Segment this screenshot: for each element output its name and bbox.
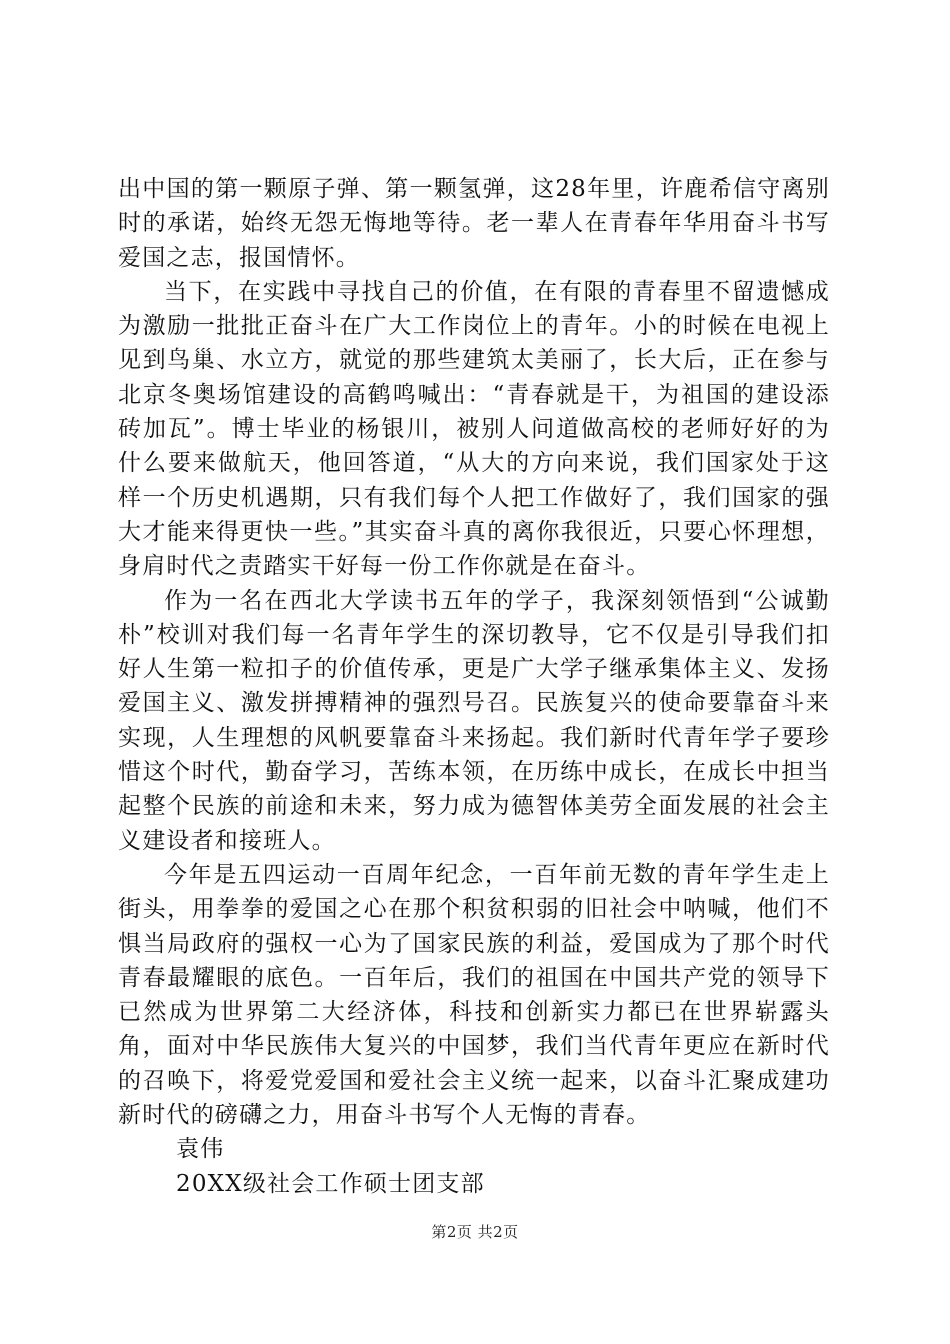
- page-number-footer: 第2页 共2页: [431, 1223, 519, 1241]
- document-body: [118, 172, 830, 1201]
- paragraph-1: 出中国的第一颗原子弹、第一颗氢弹，这28年里，许鹿希信守离别时的承诺，始终无怨无悔地等待。老一辈人在青春年华用奋斗书写爱国之志，报国情怀。: [118, 176, 830, 271]
- signature-org: 20XX级社会工作硕士团支部: [176, 1170, 485, 1197]
- paragraph-2: 当下，在实践中寻找自己的价值，在有限的青春里不留遗憾成为激励一批批正奋斗在广大工作岗位上的青年。小的时候在电视上见到鸟巢、水立方，就觉的那些建筑太美丽了，长大后，正在参与北京冬奥场馆建设的高鹤鸣喊出：“青春就是干，为祖国的建设添砖加瓦”。博士毕业的杨银川，被别人问道做高校的老师好好的为什么要来做航天，他回答道，“从大的方向来说，我们国家处于这样一个历史机遇期，只有我们每个人把工作做好了，我们国家的强大才能来得更快一些。”其实奋斗真的离你我很近，只要心怀理想，身肩时代之责踏实干好每一份工作你就是在奋斗。: [118, 278, 830, 580]
- paragraph-3: 作为一名在西北大学读书五年的学子，我深刻领悟到“公诚勤朴”校训对我们每一名青年学生的深切教导，它不仅是引导我们扣好人生第一粒扣子的价值传承，更是广大学子继承集体主义、发扬爱国主义、激发拼搏精神的强烈号召。民族复兴的使命要靠奋斗来实现，人生理想的风帆要靠奋斗来扬起。我们新时代青年学子要珍惜这个时代，勤奋学习，苦练本领，在历练中成长，在成长中担当起整个民族的前途和未来，努力成为德智体美劳全面发展的社会主义建设者和接班人。: [118, 587, 830, 854]
- signature-name: 袁伟: [176, 1136, 225, 1163]
- paragraph-4: 今年是五四运动一百周年纪念，一百年前无数的青年学生走上街头，用拳拳的爱国之心在那个积贫积弱的旧社会中呐喊，他们不惧当局政府的强权一心为了国家民族的利益，爱国成为了那个时代青春最耀眼的底色。一百年后，我们的祖国在中国共产党的领导下已然成为世界第二大经济体，科技和创新实力都已在世界崭露头角，面对中华民族伟大复兴的中国梦，我们当代青年更应在新时代的召唤下，将爱党爱国和爱社会主义统一起来，以奋斗汇聚成建功新时代的磅礴之力，用奋斗书写个人无悔的青春。: [118, 861, 830, 1129]
